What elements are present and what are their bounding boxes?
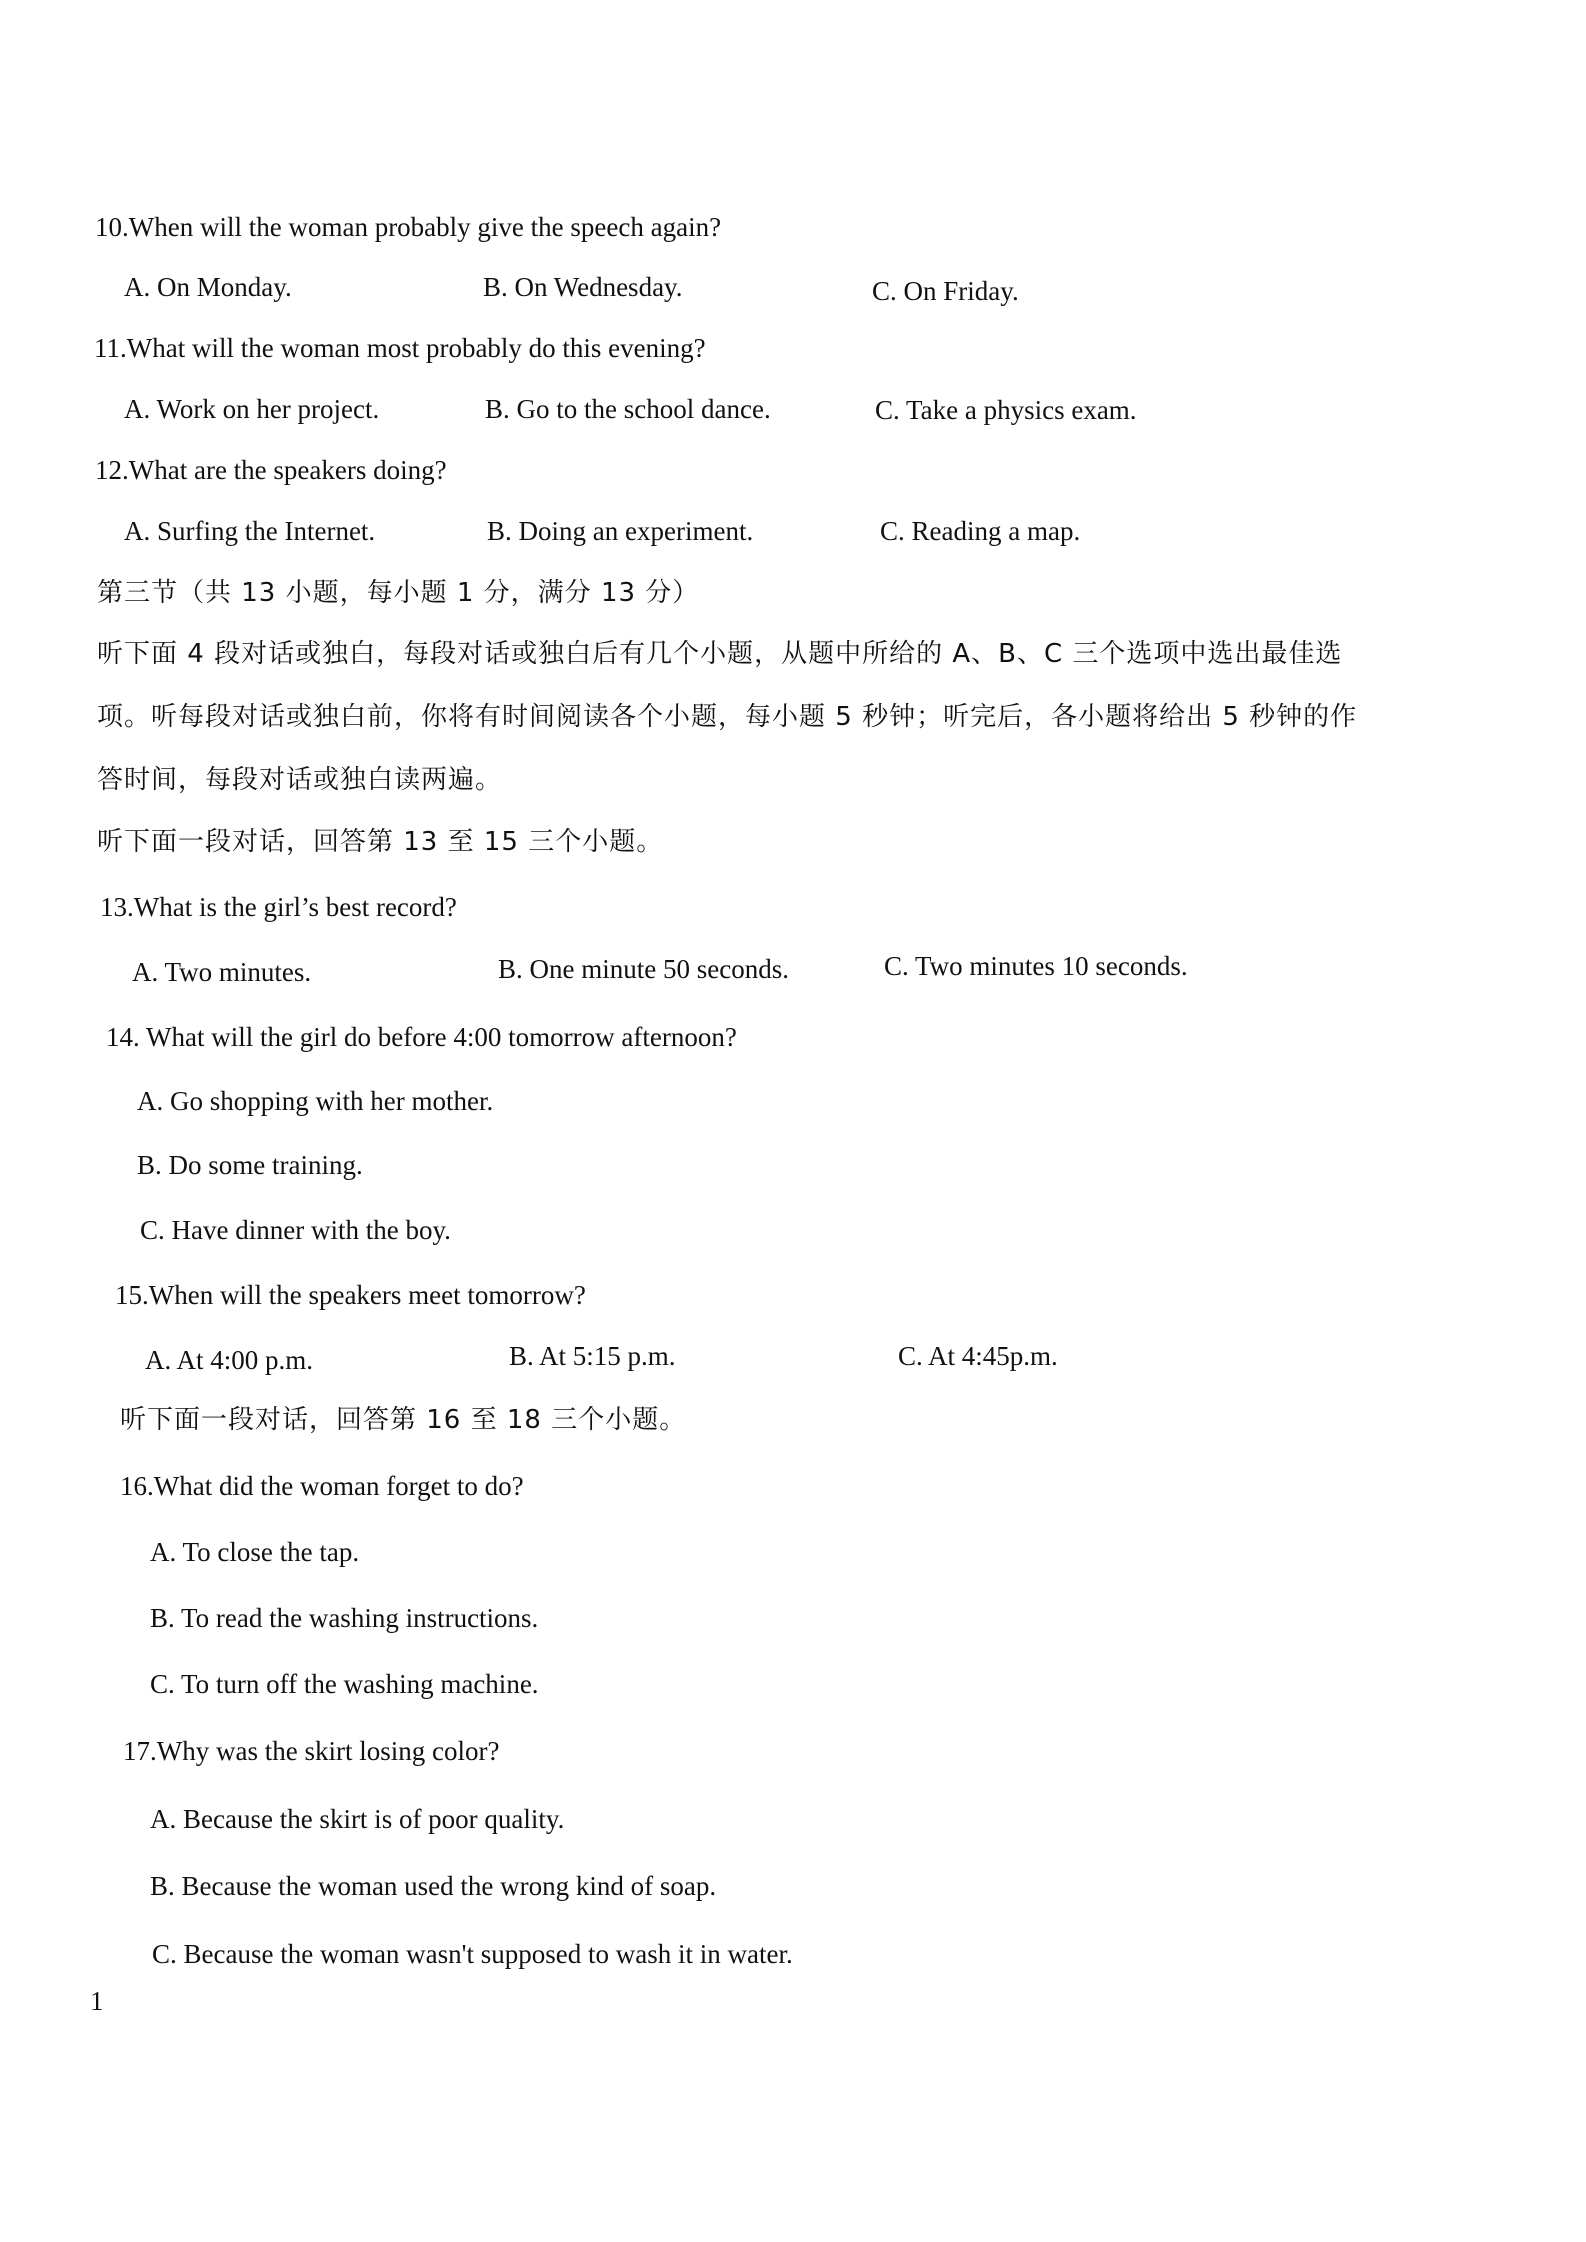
question-16-option-c: C. To turn off the washing machine.: [150, 1669, 539, 1699]
dialogue-1-intro: 听下面一段对话，回答第 13 至 15 三个小题。: [97, 827, 664, 857]
section-3-instructions-line-1: 听下面 4 段对话或独白，每段对话或独白后有几个小题，从题中所给的 A、B、C 三个选项中选出最佳选: [97, 639, 1343, 669]
question-11-option-b: B. Go to the school dance.: [485, 394, 771, 424]
question-11-option-a: A. Work on her project.: [124, 394, 380, 424]
question-10-stem: 10.When will the woman probably give the speech again?: [95, 212, 722, 242]
question-11-option-c: C. Take a physics exam.: [875, 395, 1137, 425]
question-14-option-a: A. Go shopping with her mother.: [137, 1086, 494, 1116]
question-12-option-a: A. Surfing the Internet.: [124, 516, 376, 546]
question-15-option-a: A. At 4:00 p.m.: [145, 1345, 314, 1375]
question-10-option-a: A. On Monday.: [124, 272, 292, 302]
question-14-option-b: B. Do some training.: [137, 1150, 363, 1180]
question-15-stem: 15.When will the speakers meet tomorrow?: [115, 1280, 586, 1310]
question-14-stem: 14. What will the girl do before 4:00 tomorrow afternoon?: [106, 1022, 737, 1052]
question-16-option-a: A. To close the tap.: [150, 1537, 360, 1567]
section-3-instructions-line-2: 项。听每段对话或独白前，你将有时间阅读各个小题，每小题 5 秒钟；听完后，各小题将给出 5 秒钟的作: [97, 702, 1358, 732]
question-17-option-a: A. Because the skirt is of poor quality.: [150, 1804, 565, 1834]
question-16-stem: 16.What did the woman forget to do?: [120, 1471, 524, 1501]
question-10-option-b: B. On Wednesday.: [483, 272, 683, 302]
question-15-option-b: B. At 5:15 p.m.: [509, 1341, 676, 1371]
section-3-heading: 第三节（共 13 小题，每小题 1 分，满分 13 分）: [97, 578, 700, 608]
question-14-option-c: C. Have dinner with the boy.: [140, 1215, 451, 1245]
dialogue-2-intro: 听下面一段对话，回答第 16 至 18 三个小题。: [120, 1405, 687, 1435]
question-13-stem: 13.What is the girl’s best record?: [100, 892, 457, 922]
question-11-stem: 11.What will the woman most probably do this evening?: [94, 333, 706, 363]
question-13-option-a: A. Two minutes.: [132, 957, 312, 987]
question-17-option-c: C. Because the woman wasn't supposed to wash it in water.: [152, 1939, 793, 1969]
question-13-option-b: B. One minute 50 seconds.: [498, 954, 789, 984]
question-15-option-c: C. At 4:45p.m.: [898, 1341, 1058, 1371]
question-16-option-b: B. To read the washing instructions.: [150, 1603, 539, 1633]
question-12-stem: 12.What are the speakers doing?: [95, 455, 447, 485]
page-number: 1: [90, 1986, 104, 2016]
question-10-option-c: C. On Friday.: [872, 276, 1019, 306]
question-13-option-c: C. Two minutes 10 seconds.: [884, 951, 1188, 981]
question-17-option-b: B. Because the woman used the wrong kind of soap.: [150, 1871, 717, 1901]
question-12-option-b: B. Doing an experiment.: [487, 516, 754, 546]
question-12-option-c: C. Reading a map.: [880, 516, 1081, 546]
question-17-stem: 17.Why was the skirt losing color?: [123, 1736, 500, 1766]
section-3-instructions-line-3: 答时间，每段对话或独白读两遍。: [97, 765, 503, 795]
